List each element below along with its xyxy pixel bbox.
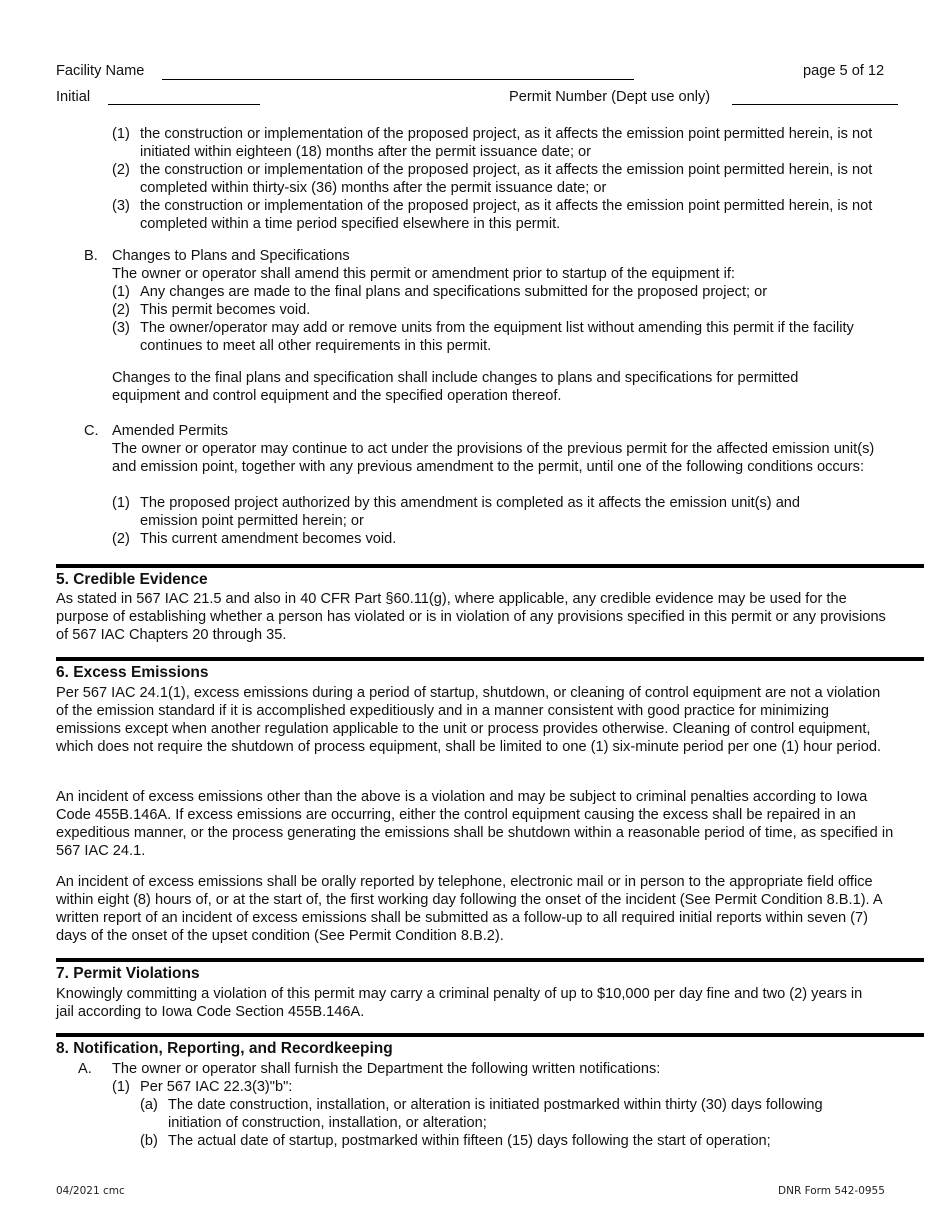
list-item-num: (3)	[112, 320, 130, 336]
section-divider	[56, 1033, 924, 1037]
section-6-title: 6. Excess Emissions	[56, 664, 209, 681]
list-item: The owner/operator may add or remove units from the equipment list without amending this permit if the facility continues to meet all other requirements in this permit.	[140, 320, 854, 354]
facility-name-label: Facility Name	[56, 63, 145, 79]
list-item: Per 567 IAC 22.3(3)"b":	[140, 1079, 293, 1095]
initial-label: Initial	[56, 89, 91, 105]
permit-number-field[interactable]	[732, 104, 898, 105]
list-item-num: (1)	[112, 126, 130, 142]
section-letter: B.	[84, 248, 98, 264]
footer-form-number: DNR Form 542-0955	[778, 1185, 885, 1197]
list-item-num: (b)	[140, 1133, 158, 1149]
list-item-num: (2)	[112, 162, 130, 178]
list-item: This permit becomes void.	[140, 302, 311, 318]
list-item-num: (3)	[112, 198, 130, 214]
list-item: This current amendment becomes void.	[140, 531, 397, 547]
initial-field[interactable]	[108, 104, 260, 105]
section-divider	[56, 564, 924, 568]
section-b-title: Changes to Plans and Specifications	[112, 248, 350, 264]
section-6-paragraph-2: An incident of excess emissions other than the above is a violation and may be subject to criminal penalties according to Iowa Code 455B.146A. If excess emissions are occurring, either the control equipment causing the excess shall be repaired in an expeditious manner, or the process generating the emissions shall be shutdown within a reasonable period of time, as specified in 567 IAC 24.1.	[56, 789, 894, 859]
list-item-num: (1)	[112, 284, 130, 300]
section-b-intro: The owner or operator shall amend this permit or amendment prior to startup of the equipment if:	[112, 266, 735, 282]
section-5-title: 5. Credible Evidence	[56, 571, 208, 588]
footer-date-code: 04/2021 cmc	[56, 1185, 125, 1197]
section-5-body: As stated in 567 IAC 21.5 and also in 40 CFR Part §60.11(g), where applicable, any credible evidence may be used for the purpose of establishing whether a person has violated or is in violation of any provisions specified in this permit or any provisions of 567 IAC Chapters 20 through 35.	[56, 591, 886, 643]
section-c-title: Amended Permits	[112, 423, 228, 439]
section-8-title: 8. Notification, Reporting, and Recordkeeping	[56, 1040, 393, 1057]
section-c-intro: The owner or operator may continue to act under the provisions of the previous permit for the affected emission unit(s) and emission point, together with any previous amendment to the permit, until one of the following conditions occurs:	[112, 441, 875, 475]
list-item-num: (1)	[112, 1079, 130, 1095]
page-number: page 5 of 12	[803, 63, 885, 79]
list-item: Any changes are made to the final plans and specifications submitted for the proposed project; or	[140, 284, 768, 300]
list-item-num: (1)	[112, 495, 130, 511]
section-divider	[56, 657, 924, 661]
list-item-num: (2)	[112, 531, 130, 547]
list-item-num: (a)	[140, 1097, 158, 1113]
list-item: the construction or implementation of the proposed project, as it affects the emission point permitted herein, is not completed within thirty-six (36) months after the permit issuance date; or	[140, 162, 873, 196]
section-6-paragraph-1: Per 567 IAC 24.1(1), excess emissions during a period of startup, shutdown, or cleaning of control equipment are not a violation of the emission standard if it is accomplished expeditiously and in a manner consistent with good practice for minimizing emissions except when another regulation applicable to the unit or process provides otherwise. Cleaning of control equipment, which does not require the shutdown of process equipment, shall be limited to one (1) six-minute period per one (1) hour period.	[56, 685, 882, 755]
section-6-paragraph-3: An incident of excess emissions shall be orally reported by telephone, electronic mail or in person to the appropriate field office within eight (8) hours of, or at the start of, the first working day following the onset of the incident (See Permit Condition 8.B.1). A written report of an incident of excess emissions shall be submitted as a follow-up to all required initial reports within seven (7) days of the onset of the upset condition (See Permit Condition 8.B.2).	[56, 874, 882, 944]
section-b-note: Changes to the final plans and specification shall include changes to plans and specifications for permitted equipment and control equipment and the specified operation thereof.	[112, 370, 799, 404]
list-item: the construction or implementation of the proposed project, as it affects the emission point permitted herein, is not completed within a time period specified elsewhere in this permit.	[140, 198, 873, 232]
list-item: The proposed project authorized by this amendment is completed as it affects the emission unit(s) and emission point permitted herein; or	[140, 495, 801, 529]
list-item: the construction or implementation of the proposed project, as it affects the emission point permitted herein, is not initiated within eighteen (18) months after the permit issuance date; or	[140, 126, 873, 160]
permit-number-label: Permit Number (Dept use only)	[509, 89, 711, 105]
section-letter: C.	[84, 423, 99, 439]
list-item: The actual date of startup, postmarked within fifteen (15) days following the start of operation;	[168, 1133, 771, 1149]
section-7-body: Knowingly committing a violation of this permit may carry a criminal penalty of up to $10,000 per day fine and two (2) years in jail according to Iowa Code Section 455B.146A.	[56, 986, 863, 1020]
section-7-title: 7. Permit Violations	[56, 965, 200, 982]
section-letter: A.	[78, 1061, 92, 1077]
facility-name-field[interactable]	[162, 79, 634, 80]
section-8a-text: The owner or operator shall furnish the Department the following written notifications:	[112, 1061, 661, 1077]
section-divider	[56, 958, 924, 962]
list-item: The date construction, installation, or alteration is initiated postmarked within thirty (30) days following initiation of construction, installation, or alteration;	[168, 1097, 823, 1131]
list-item-num: (2)	[112, 302, 130, 318]
